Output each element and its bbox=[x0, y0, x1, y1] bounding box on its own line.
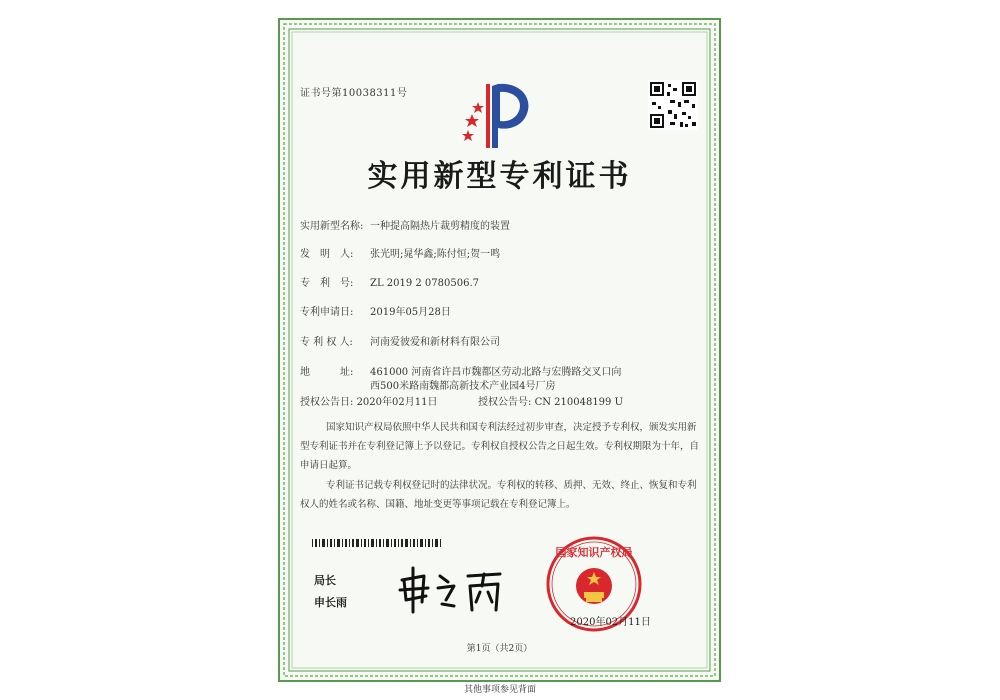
field-label: 地 址: bbox=[300, 367, 354, 378]
field-label: 专利申请日: bbox=[300, 307, 354, 318]
field-address-line2: 西500米路南魏都高新技术产业园4号厂房 bbox=[370, 381, 556, 392]
field-value: 一种提高隔热片裁剪精度的装置 bbox=[370, 221, 510, 232]
field-label: 授权公告日: bbox=[300, 397, 354, 408]
field-value: 461000 河南省许昌市魏都区劳动北路与宏腾路交叉口向 bbox=[370, 367, 622, 378]
paragraph-legal-status: 专利证书记载专利权登记时的法律状况。专利权的转移、质押、无效、终止、恢复和专利权人的姓名或名称、国籍、地址变更等事项记载在专利登记簿上。 bbox=[300, 480, 697, 510]
director-name: 申长雨 bbox=[314, 596, 347, 609]
paragraph-grant-statement: 国家知识产权局依照中华人民共和国专利法经过初步审查，决定授予专利权，颁发实用新型专利证书并在专利登记簿上予以登记。专利权自授权公告之日起生效。专利权期限为十年，自申请日起算。 bbox=[300, 422, 700, 471]
field-grant-date bbox=[300, 393, 437, 408]
seal-text: 国家知识产权局 bbox=[555, 546, 633, 559]
field-label: 授权公告号: bbox=[478, 397, 532, 408]
seal-date: 2020年02月11日 bbox=[570, 617, 651, 628]
certificate-title: 实用新型专利证书 bbox=[367, 159, 632, 194]
certificate-number: 证书号第10038311号 bbox=[300, 88, 408, 99]
field-label: 专 利 权 人: bbox=[300, 337, 353, 348]
field-value: 2019年05月28日 bbox=[370, 307, 451, 318]
field-value: 河南爱彼爱和新材料有限公司 bbox=[370, 337, 500, 348]
page-number: 第1页（共2页） bbox=[466, 644, 533, 654]
footer-note: 其他事项参见背面 bbox=[463, 685, 536, 695]
field-label: 实用新型名称: bbox=[300, 221, 364, 232]
qr-code-icon bbox=[648, 80, 698, 130]
field-value: CN 210048199 U bbox=[534, 397, 624, 408]
field-inventors bbox=[300, 245, 500, 260]
field-patent-number bbox=[300, 274, 479, 289]
field-label: 发 明 人: bbox=[300, 249, 354, 260]
director-label: 局长 bbox=[314, 574, 336, 587]
field-patentee bbox=[300, 333, 500, 348]
certificate bbox=[278, 18, 721, 682]
field-value: 2020年02月11日 bbox=[356, 397, 438, 408]
field-label: 专 利 号: bbox=[300, 278, 354, 289]
field-grant-number bbox=[478, 393, 623, 408]
field-utility-model-name bbox=[300, 217, 510, 232]
barcode-icon bbox=[312, 539, 442, 547]
field-value: 张光明;晁华鑫;陈付恒;贺一鸣 bbox=[370, 249, 501, 260]
field-application-date bbox=[300, 303, 451, 318]
patent-logo-icon bbox=[460, 78, 540, 150]
national-emblem-icon bbox=[576, 568, 612, 604]
field-address bbox=[300, 363, 621, 378]
director-signature bbox=[396, 566, 506, 616]
field-value: ZL 2019 2 0780506.7 bbox=[370, 278, 480, 289]
